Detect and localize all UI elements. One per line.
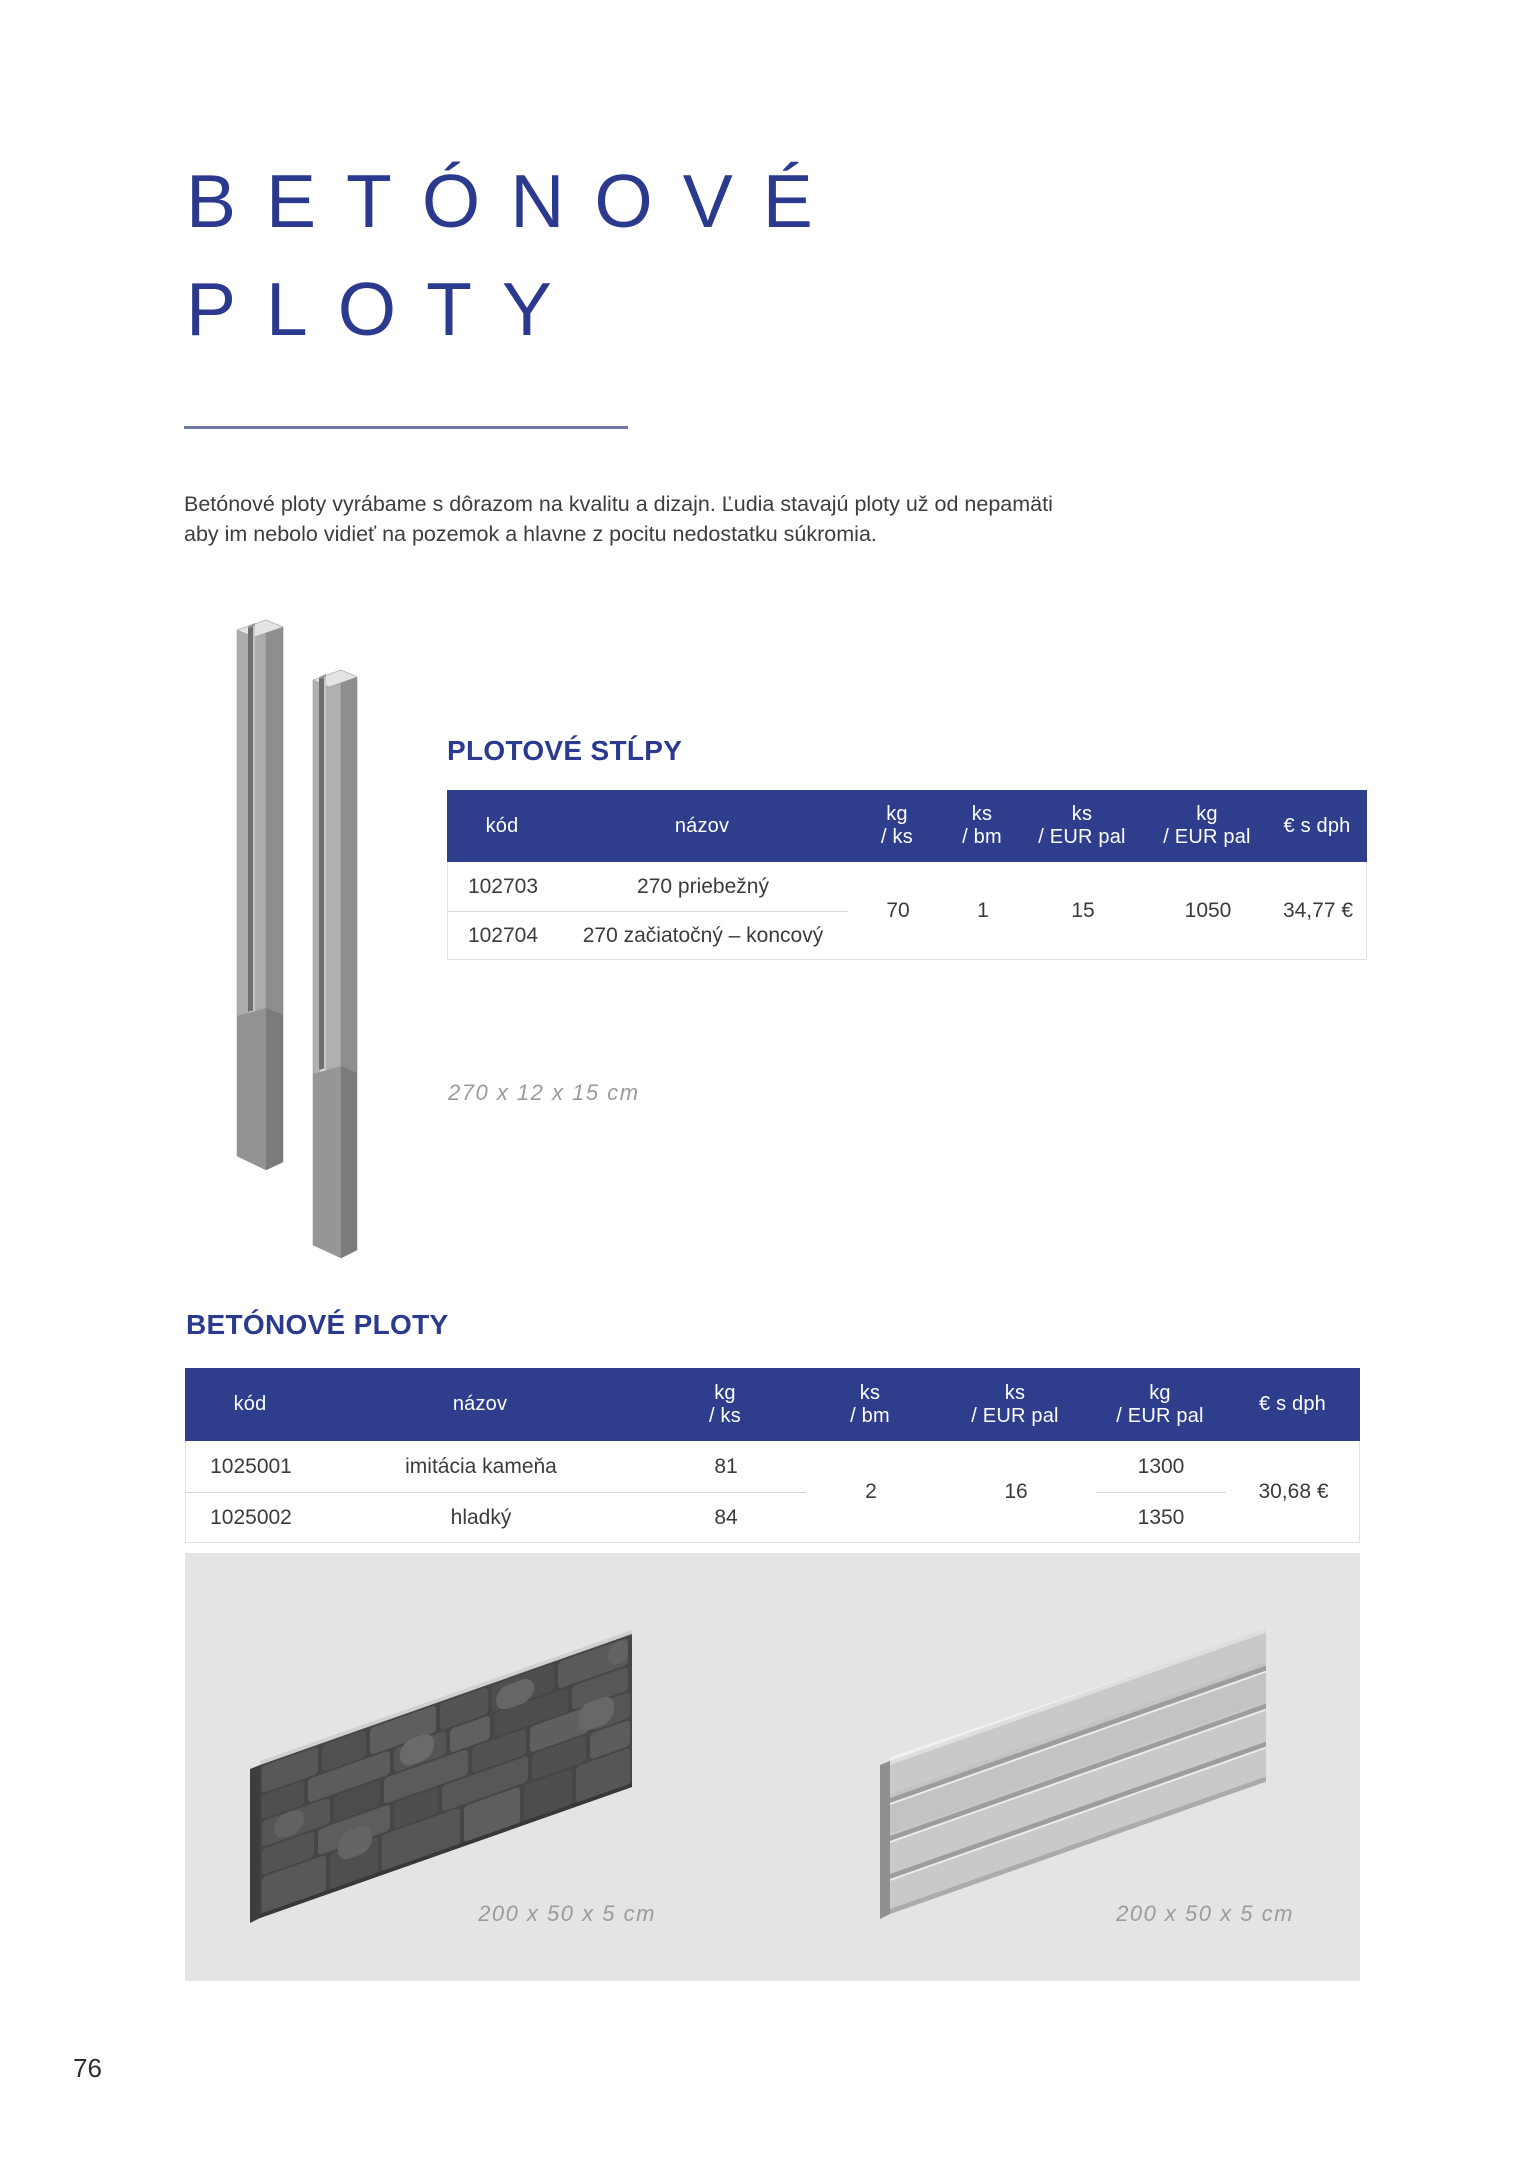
table-cell-nazov: hladký bbox=[450, 1505, 512, 1529]
table-cell-kod: 102703 bbox=[467, 874, 539, 898]
page-title-line2: PLOTY bbox=[186, 267, 582, 351]
col-header-kg-eur-pal: kg / EUR pal bbox=[1116, 1381, 1204, 1427]
col-header-eur-s-dph: € s dph bbox=[1283, 814, 1351, 837]
posts-dimensions-caption: 270 x 12 x 15 cm bbox=[448, 1080, 640, 1105]
posts-table-header bbox=[447, 790, 1367, 862]
title-underline bbox=[184, 426, 628, 429]
col-header-nazov: názov bbox=[674, 814, 730, 837]
page-title-line1: BETÓNOVÉ bbox=[186, 159, 843, 243]
fences-table-header bbox=[185, 1368, 1360, 1441]
row-divider bbox=[186, 1492, 806, 1493]
fences-table bbox=[185, 1368, 1360, 1543]
merged-cell-ks-bm: 2 bbox=[865, 1480, 877, 1503]
intro-line2: aby im nebolo vidieť na pozemok a hlavne z pocitu nedostatku súkromia. bbox=[184, 522, 877, 546]
fence-panel-stone bbox=[250, 1630, 632, 1923]
table-cell-kg-ks: 84 bbox=[714, 1505, 738, 1529]
table-cell-nazov: imitácia kameňa bbox=[405, 1454, 557, 1478]
col-header-kod: kód bbox=[233, 1393, 267, 1415]
col-header-kg-ks: kg / ks bbox=[709, 1381, 741, 1427]
intro-paragraph bbox=[184, 489, 1053, 549]
col-header-kg-eur-pal: kg / EUR pal bbox=[1163, 803, 1251, 848]
merged-cell-ks-eur-pal: 16 bbox=[1004, 1480, 1028, 1503]
section-heading-fences: BETÓNOVÉ PLOTY bbox=[186, 1309, 449, 1340]
fence-panel-smooth bbox=[880, 1629, 1266, 1919]
fence-stone-dimensions-caption: 200 x 50 x 5 cm bbox=[478, 1901, 656, 1926]
post-right bbox=[313, 670, 357, 1258]
col-header-ks-bm: ks / bm bbox=[962, 803, 1002, 848]
fence-smooth-dimensions-caption: 200 x 50 x 5 cm bbox=[1116, 1901, 1294, 1926]
merged-cell-ks-bm: 1 bbox=[977, 899, 989, 922]
table-cell-kg-eur-pal: 1350 bbox=[1137, 1505, 1185, 1529]
merged-cell-kg-eur-pal: 1050 bbox=[1184, 899, 1232, 922]
fence-posts-illustration bbox=[195, 600, 395, 1295]
table-cell-kod: 1025001 bbox=[210, 1454, 292, 1478]
table-cell-nazov: 270 priebežný bbox=[637, 874, 769, 898]
row-divider bbox=[1096, 1492, 1226, 1493]
page-number: 76 bbox=[73, 2053, 102, 2083]
col-header-kg-ks: kg / ks bbox=[881, 803, 913, 848]
merged-cell-eur-s-dph: 34,77 € bbox=[1282, 899, 1354, 922]
col-header-kod: kód bbox=[485, 814, 519, 837]
table-cell-nazov: 270 začiatočný – koncový bbox=[582, 923, 824, 947]
section-heading-posts: PLOTOVÉ STĹPY bbox=[447, 735, 683, 766]
table-cell-kg-eur-pal: 1300 bbox=[1137, 1454, 1185, 1478]
merged-cell-kg-ks: 70 bbox=[886, 899, 910, 922]
merged-cell-ks-eur-pal: 15 bbox=[1071, 899, 1095, 922]
posts-table-body bbox=[447, 862, 1367, 960]
col-header-ks-eur-pal: ks / EUR pal bbox=[971, 1381, 1059, 1427]
table-cell-kod: 1025002 bbox=[210, 1505, 292, 1529]
col-header-ks-eur-pal: ks / EUR pal bbox=[1038, 803, 1126, 848]
col-header-eur-s-dph: € s dph bbox=[1258, 1393, 1326, 1415]
merged-cell-eur-s-dph: 30,68 € bbox=[1258, 1480, 1329, 1503]
post-left bbox=[237, 620, 283, 1170]
col-header-ks-bm: ks / bm bbox=[850, 1381, 890, 1427]
col-header-nazov: názov bbox=[452, 1393, 508, 1415]
table-cell-kod: 102704 bbox=[467, 923, 539, 947]
row-divider bbox=[448, 911, 848, 912]
intro-line1: Betónové ploty vyrábame s dôrazom na kvalitu a dizajn. Ľudia stavajú ploty už od nepamäti bbox=[184, 492, 1053, 516]
fences-table-body bbox=[185, 1441, 1360, 1543]
table-cell-kg-ks: 81 bbox=[714, 1454, 738, 1478]
posts-table bbox=[447, 790, 1367, 960]
